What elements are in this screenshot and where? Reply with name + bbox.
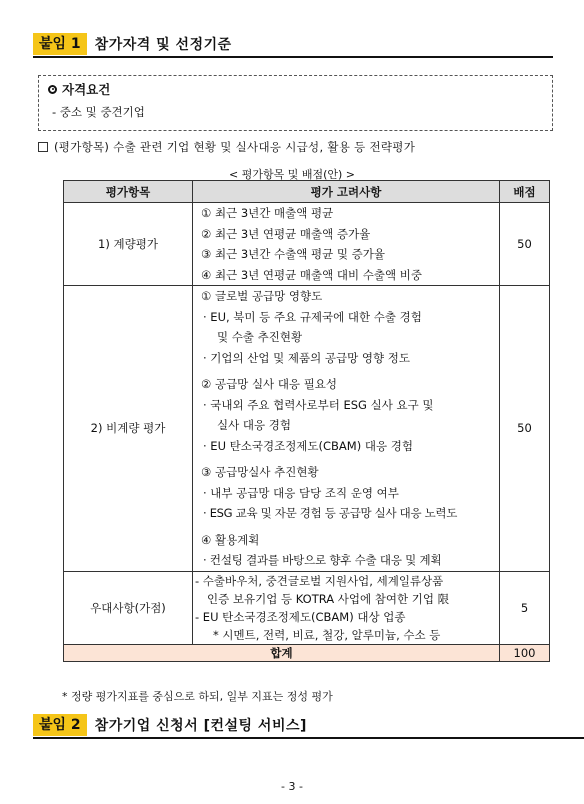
row-category: 1) 계량평가 — [64, 203, 193, 286]
attachment-2-title: 참가기업 신청서 [컨설팅 서비스] — [94, 718, 307, 734]
footnote: * 정량 평가지표를 중심으로 하되, 일부 지표는 정성 평가 — [62, 690, 333, 703]
consideration-line: ③ 최근 3년간 수출액 평균 및 증가율 — [201, 247, 385, 261]
row-considerations — [193, 286, 500, 572]
evaluation-note — [38, 139, 415, 155]
checkbox-icon — [38, 142, 48, 152]
header-points: 배점 — [500, 181, 550, 203]
row-category: 2) 비계량 평가 — [64, 286, 193, 572]
consideration-line: - 수출바우처, 중견글로벌 지원사업, 세계일류상품 — [195, 573, 444, 588]
table-row — [64, 286, 550, 572]
row-considerations — [193, 571, 500, 644]
qualification-item: - 중소 및 중견기업 — [52, 105, 145, 119]
table-row — [64, 571, 550, 644]
consideration-line: · 내부 공급망 대응 담당 조직 운영 여부 — [203, 485, 399, 500]
heading-rule — [33, 737, 584, 739]
evaluation-note-text: (평가항목) 수출 관련 기업 현황 및 실사대응 시급성, 활용 등 전략평가 — [54, 140, 416, 154]
qualification-box — [38, 75, 553, 131]
table-total-row — [64, 644, 550, 661]
row-category: 우대사항(가점) — [64, 571, 193, 644]
consideration-line: ④ 최근 3년 연평균 매출액 대비 수출액 비중 — [201, 267, 422, 282]
qualification-title-text: 자격요건 — [62, 82, 111, 97]
consideration-line: 및 수출 추진현황 — [217, 330, 303, 344]
heading-rule — [33, 56, 553, 58]
consideration-line: · 국내외 주요 협력사로부터 ESG 실사 요구 및 — [203, 397, 434, 412]
table-row — [64, 203, 550, 286]
target-bullet-icon — [48, 85, 57, 94]
page-number: - 3 - — [281, 780, 303, 793]
attachment-2-heading — [33, 713, 307, 737]
consideration-line: ① 글로벌 공급망 영향도 — [201, 289, 323, 303]
consideration-line: · 기업의 산업 및 제품의 공급망 영향 정도 — [203, 350, 410, 365]
attachment-2-badge: 붙임 2 — [33, 714, 87, 736]
row-points: 5 — [500, 571, 550, 644]
table-header-row — [64, 181, 550, 203]
table-caption: < 평가항목 및 배점(안) > — [228, 168, 355, 181]
header-considerations: 평가 고려사항 — [193, 181, 500, 203]
row-points: 50 — [500, 286, 550, 572]
total-points: 100 — [500, 644, 550, 661]
consideration-line: ② 최근 3년 연평균 매출액 증가율 — [201, 226, 371, 241]
attachment-1-badge: 붙임 1 — [33, 33, 87, 55]
row-considerations — [193, 203, 500, 286]
consideration-line: · ESG 교육 및 자문 경험 등 공급망 실사 대응 노력도 — [203, 506, 458, 520]
consideration-line: ② 공급망 실사 대응 필요성 — [201, 377, 338, 391]
consideration-line: · EU, 북미 등 주요 규제국에 대한 수출 경험 — [203, 309, 422, 324]
consideration-line: · EU 탄소국경조정제도(CBAM) 대응 경험 — [203, 438, 413, 453]
consideration-line: * 시멘트, 전력, 비료, 철강, 알루미늄, 수소 등 — [213, 627, 441, 642]
total-label: 합계 — [64, 644, 500, 661]
row-points: 50 — [500, 203, 550, 286]
consideration-line: · 컨설팅 결과를 바탕으로 향후 수출 대응 및 계획 — [203, 553, 442, 567]
consideration-line: ③ 공급망실사 추진현황 — [201, 465, 319, 479]
consideration-line: ④ 활용계획 — [201, 532, 260, 547]
header-category: 평가항목 — [64, 181, 193, 203]
attachment-1-heading — [33, 32, 232, 56]
evaluation-table — [63, 180, 550, 662]
consideration-line: ① 최근 3년간 매출액 평균 — [201, 206, 334, 220]
consideration-line: - EU 탄소국경조정제도(CBAM) 대상 업종 — [195, 609, 406, 624]
consideration-line: 인증 보유기업 등 KOTRA 사업에 참여한 기업 限 — [207, 591, 450, 606]
qualification-title — [48, 80, 110, 98]
attachment-1-title: 참가자격 및 선정기준 — [94, 37, 232, 53]
consideration-line: 실사 대응 경험 — [217, 418, 291, 432]
